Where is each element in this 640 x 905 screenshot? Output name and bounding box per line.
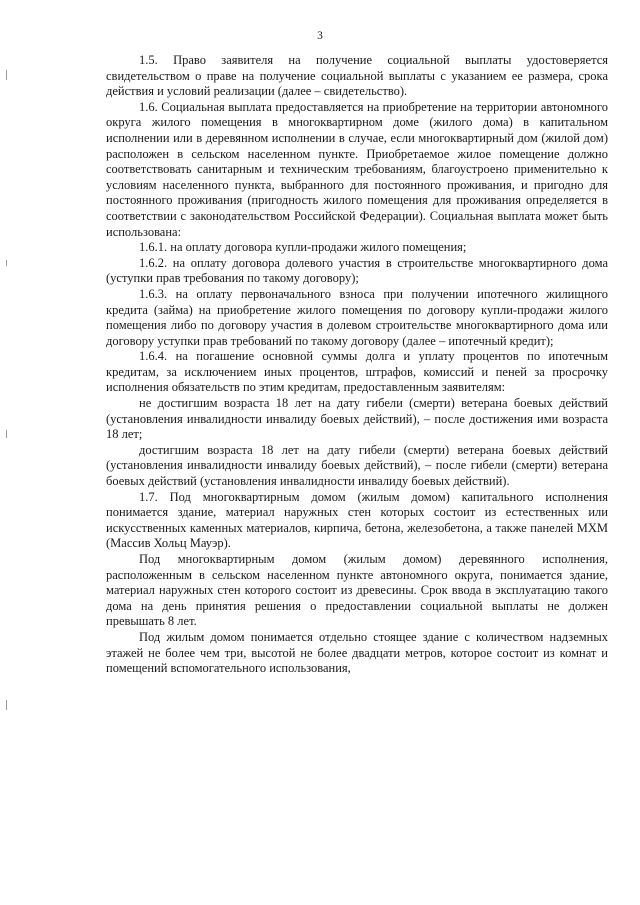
paragraph-under-18: не достигшим возраста 18 лет на дату гибели (смерти) ветерана боевых действий (установления инвалидности инвалиду боевых действий), – после достижения ими возраста 18 лет; (106, 396, 608, 442)
paragraph-1-6: 1.6. Социальная выплата предоставляется на приобретение на территории автономного округа жилого помещения в многоквартирном доме (жилого дома) в капитальном исполнении или в деревянном исполнении в случае, если многоквартирный дом (жилой дом) расположен в сельском населенном пункте. Приобретаемое жилое помещение должно соответствовать санитарным и техническим требованиям, благоустроено применительно к условиям населенного пункта, выбранного для постоянного проживания, и пригодно для постоянного проживания (пригодность жилого помещения для проживания определяется в соответствии с законодательством Российской Федерации). Социальная выплата может быть использована: (106, 99, 608, 239)
scan-edge-mark (6, 430, 7, 438)
scan-edge-mark (6, 260, 7, 266)
page-number: 3 (317, 30, 323, 42)
paragraph-1-6-4: 1.6.4. на погашение основной суммы долга и уплату процентов по ипотечным кредитам, за исключением иных процентов, штрафов, комиссий и пеней за просрочку исполнения обязательств по этим кредитам, предоставленным заявителям: (106, 349, 608, 395)
paragraph-residential-house: Под жилым домом понимается отдельно стоящее здание с количеством надземных этажей не более чем три, высотой не более двадцати метров, которое состоит из комнат и помещений вспомогательного использования, (106, 629, 608, 676)
paragraph-1-6-1: 1.6.1. на оплату договора купли-продажи жилого помещения; (139, 240, 467, 255)
paragraph-1-7: 1.7. Под многоквартирным домом (жилым домом) капитального исполнения понимается здание, материал наружных стен которых состоит из естественных или искусственных каменных материалов, кирпича, бетона, железобетона, а также панелей МХМ (Массив Хольц Мауэр). (106, 489, 608, 551)
paragraph-over-18: достигшим возраста 18 лет на дату гибели (смерти) ветерана боевых действий (установления инвалидности инвалиду боевых действий), – после гибели (смерти) ветерана боевых действий (установления инвалидности инвалиду боевых действий). (106, 442, 608, 489)
scan-edge-mark (6, 700, 7, 710)
paragraph-wooden-house: Под многоквартирным домом (жилым домом) деревянного исполнения, расположенным в сельском населенном пункте автономного округа, понимается здание, материал наружных стен которого состоит из древесины. Срок ввода в эксплуатацию такого дома на день принятия решения о предоставлении социальной выплаты не должен превышать 8 лет. (106, 552, 608, 629)
scan-edge-mark (6, 70, 7, 80)
paragraph-1-5: 1.5. Право заявителя на получение социальной выплаты удостоверяется свидетельством о праве на получение социальной выплаты с указанием ее размера, срока действия и условий реализации (далее – свидетельство). (106, 53, 608, 99)
paragraph-1-6-3: 1.6.3. на оплату первоначального взноса при получении ипотечного жилищного кредита (займа) на приобретение жилого помещения по договору купли-продажи жилого помещения либо по договору участия в долевом строительстве многоквартирного дома или договору уступки прав требований по такому договору (далее – ипотечный кредит); (106, 286, 608, 348)
paragraph-1-6-2: 1.6.2. на оплату договора долевого участия в строительстве многоквартирного дома (уступки прав требования по такому договору); (106, 255, 608, 286)
document-body (106, 53, 608, 677)
